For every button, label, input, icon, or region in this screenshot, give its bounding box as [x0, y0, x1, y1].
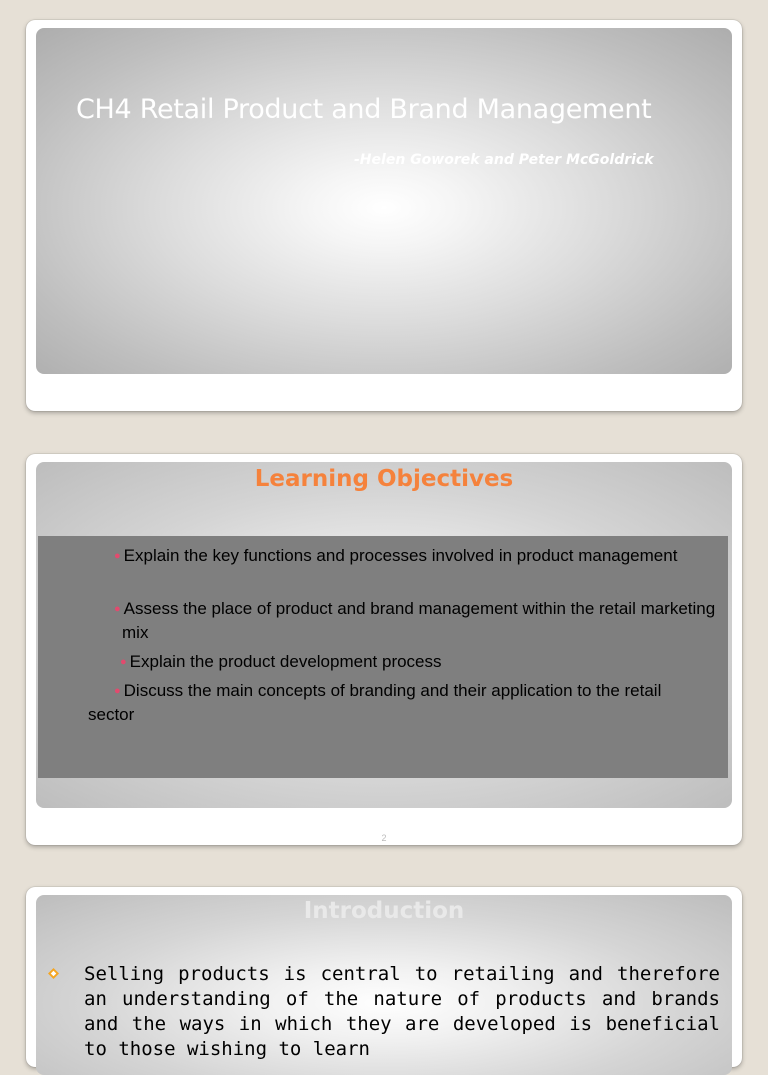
objective-item: [88, 679, 708, 726]
objective-item: [120, 650, 720, 674]
objective-text: Explain the key functions and processes involved in product management: [123, 546, 678, 565]
bullet-icon: ●: [114, 685, 121, 697]
objectives-panel: [38, 536, 728, 778]
slide-2[interactable]: [26, 454, 742, 845]
objective-text: Assess the place of product and brand management within the retail marketing mix: [122, 599, 716, 642]
slide-title: Introduction: [303, 898, 465, 924]
diamond-bullet-icon: [48, 968, 59, 979]
slide-title: Learning Objectives: [254, 466, 514, 492]
slide-1[interactable]: [26, 20, 742, 411]
objective-text: Discuss the main concepts of branding and their application to the retail sector: [88, 681, 662, 724]
slide-title: CH4 Retail Product and Brand Management: [76, 94, 652, 125]
slide-subtitle: -Helen Goworek and Peter McGoldrick: [354, 152, 654, 168]
slide-3-canvas: [36, 895, 732, 1075]
objective-item: [114, 597, 722, 644]
slide-3[interactable]: [26, 887, 742, 1067]
objective-item: [88, 544, 688, 568]
bullet-icon: ●: [114, 603, 121, 615]
page-number: 2: [381, 833, 387, 843]
intro-paragraph: Selling products is central to retailing and therefore an understanding of the nature of products and brands and the ways in which they are developed is beneficial to those wishing to learn: [84, 963, 720, 1060]
bullet-icon: ●: [120, 656, 127, 668]
slide-2-canvas: [36, 462, 732, 808]
slide-1-canvas: [36, 28, 732, 374]
bullet-icon: ●: [114, 550, 121, 562]
objective-text: Explain the product development process: [129, 652, 442, 671]
